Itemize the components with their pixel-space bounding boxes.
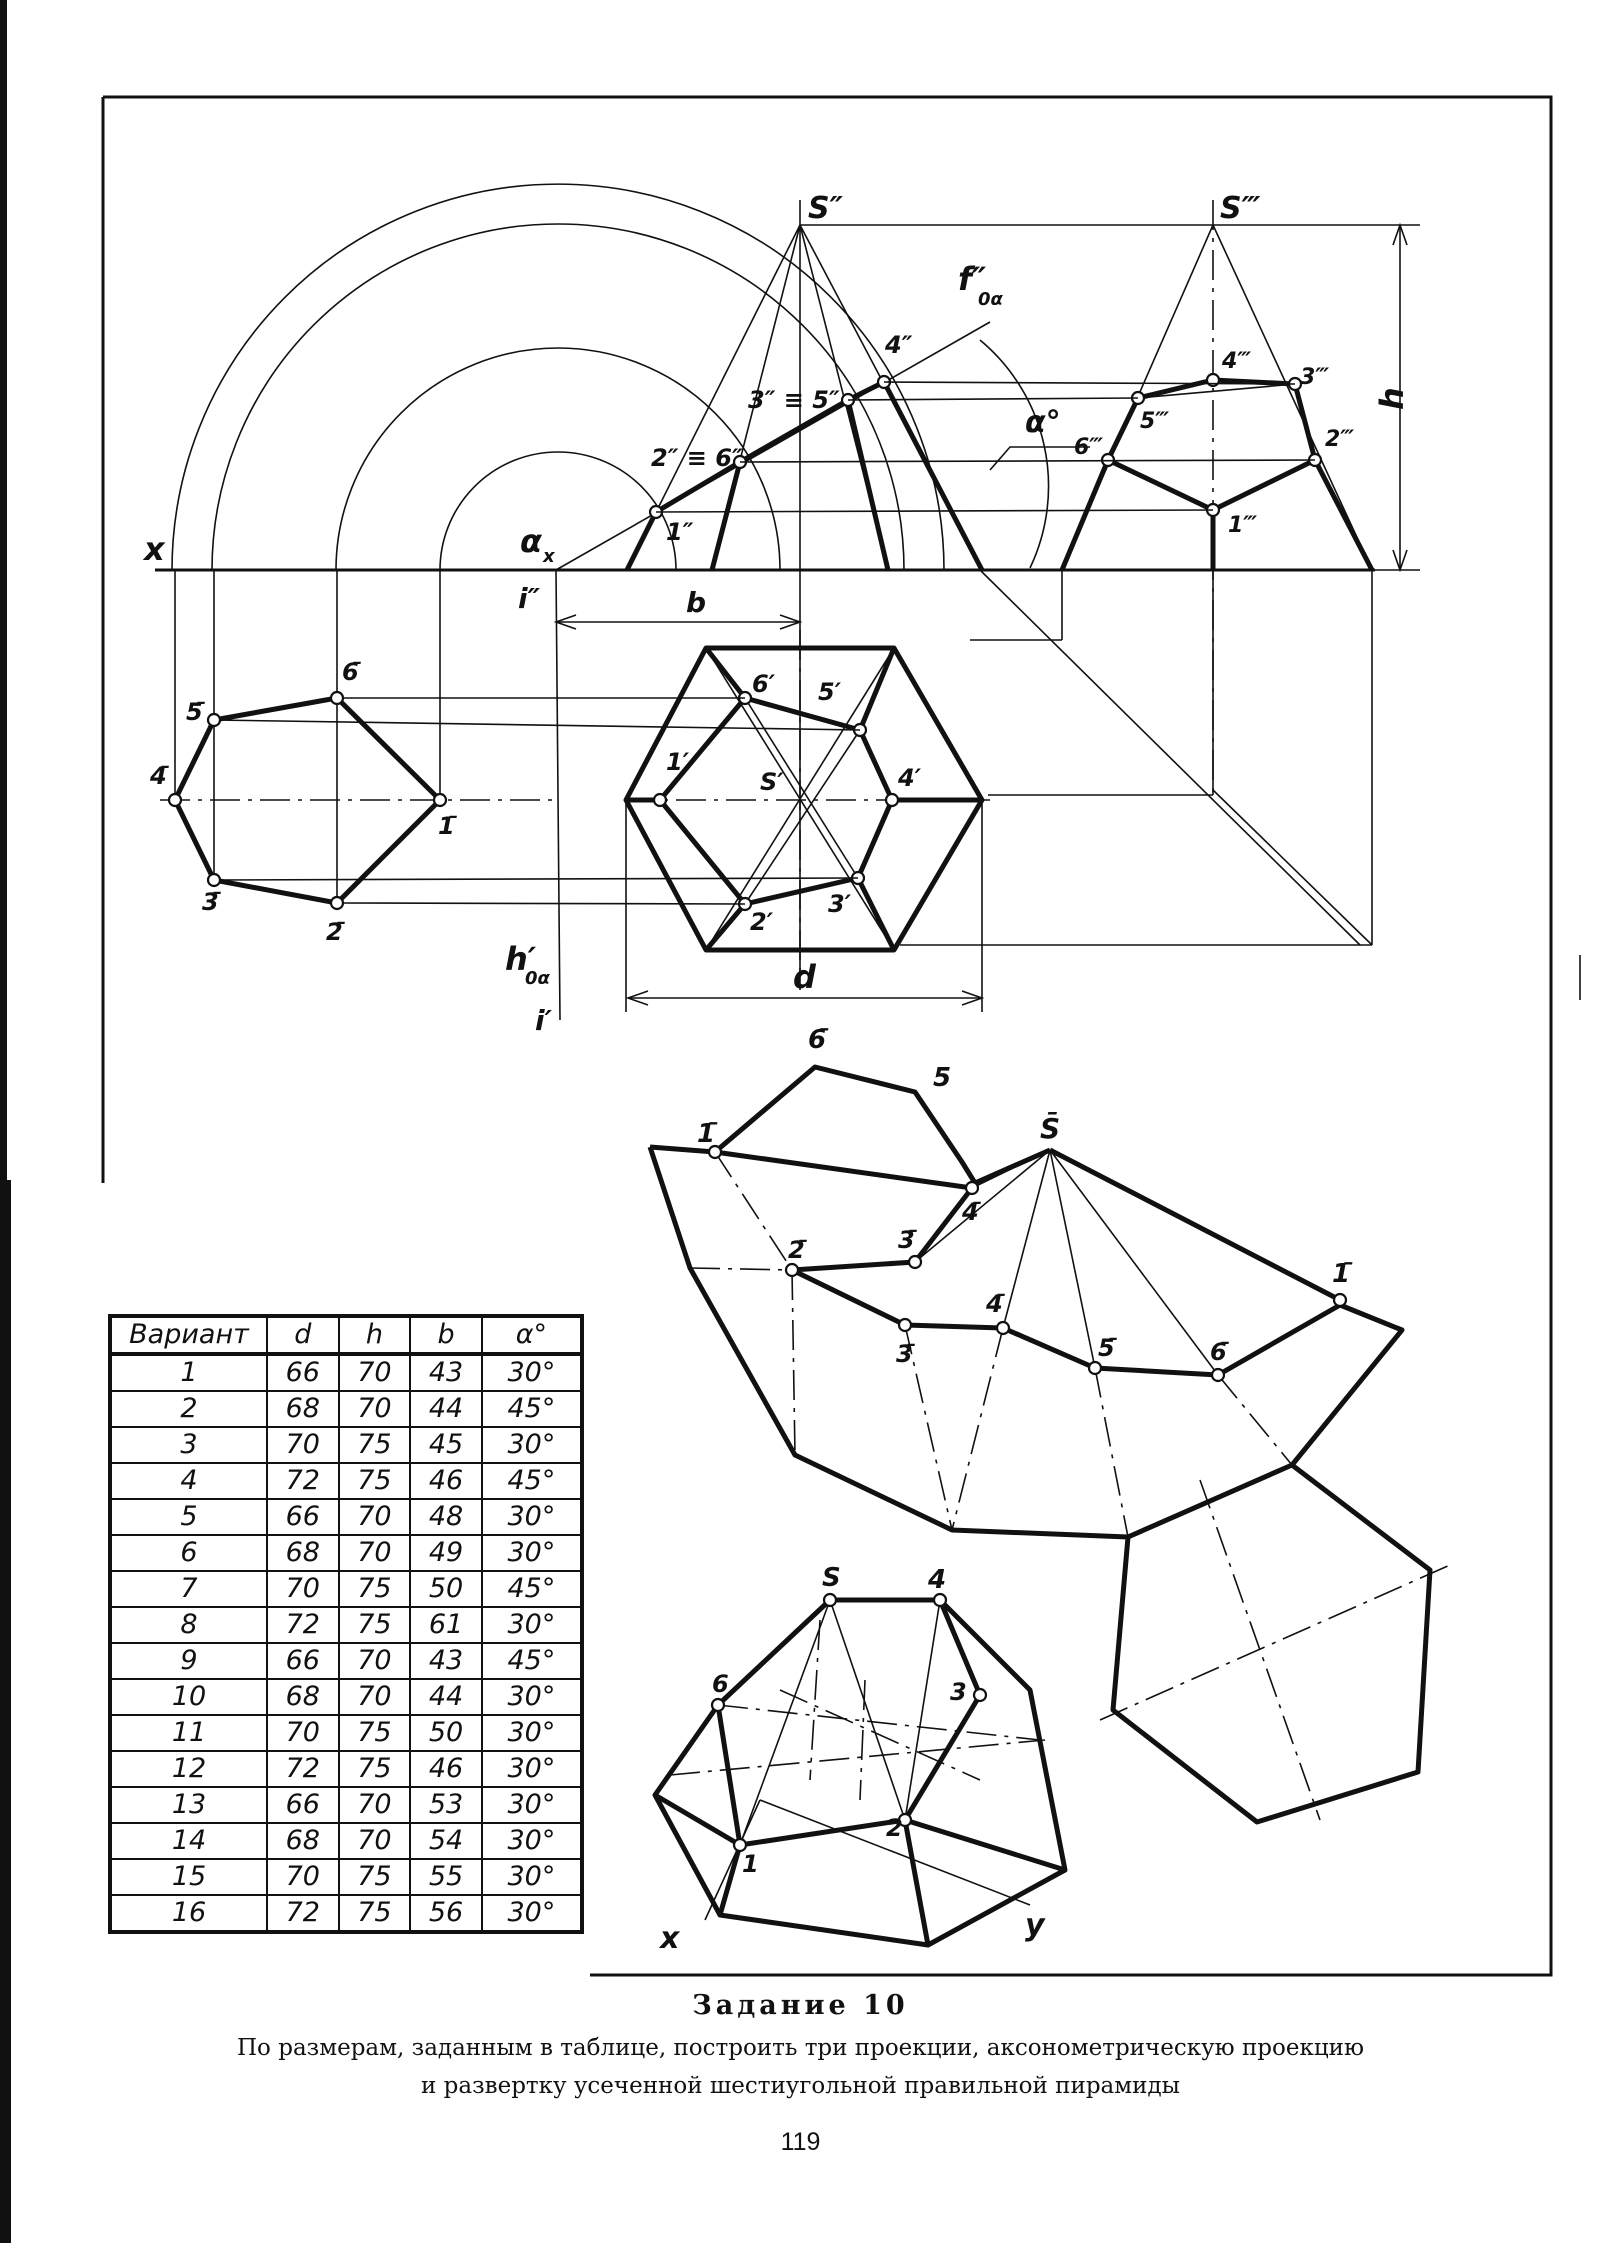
label-p1-1: 1′: [666, 748, 690, 776]
label-x: x: [144, 530, 165, 568]
label-axo-1: 1: [742, 1850, 759, 1878]
label-f0a-sub: 0α: [978, 289, 1003, 310]
label-axo-4: 4: [928, 1565, 947, 1595]
label-h0a: h′: [505, 940, 537, 978]
label-dev-s: S̄: [1040, 1112, 1061, 1145]
table-row: [110, 1643, 582, 1679]
table-row: [110, 1571, 582, 1607]
label-dev-5b: 5̄: [1098, 1334, 1115, 1362]
caption: [0, 1990, 1601, 2105]
table-row: [110, 1751, 582, 1787]
table-row: [110, 1607, 582, 1643]
label-n4: 4̄: [150, 762, 167, 790]
table-cell: 30°: [482, 1859, 582, 1895]
label-p35-2: 3″ ≡ 5″: [748, 386, 840, 414]
table-cell: 70: [339, 1499, 411, 1535]
projection-lines: [656, 225, 1372, 945]
label-axo-x: x: [660, 1921, 680, 1956]
header-alpha: α°: [482, 1316, 582, 1354]
table-cell: 70: [339, 1823, 411, 1859]
label-p2-1: 2′: [750, 908, 774, 936]
label-axo-3: 3: [950, 1678, 967, 1706]
table-row: [110, 1391, 582, 1427]
table-cell: 30°: [482, 1535, 582, 1571]
table-cell: 75: [339, 1571, 411, 1607]
table-cell: 50: [410, 1715, 482, 1751]
table-cell: 14: [110, 1823, 267, 1859]
table-cell: 66: [267, 1643, 339, 1679]
label-s1: S′: [760, 768, 784, 796]
table-cell: 55: [410, 1859, 482, 1895]
table-cell: 72: [267, 1751, 339, 1787]
development: [650, 1067, 1450, 1822]
table-cell: 15: [110, 1859, 267, 1895]
table-cell: 75: [339, 1859, 411, 1895]
table-cell: 70: [339, 1643, 411, 1679]
table-cell: 66: [267, 1354, 339, 1391]
table-cell: 68: [267, 1535, 339, 1571]
table-cell: 75: [339, 1751, 411, 1787]
label-i1: i′: [535, 1004, 552, 1037]
table-cell: 75: [339, 1715, 411, 1751]
label-s3: S‴: [1220, 191, 1261, 226]
label-d: d: [793, 958, 816, 996]
table-row: [110, 1787, 582, 1823]
table-cell: 70: [339, 1535, 411, 1571]
table-cell: 70: [339, 1679, 411, 1715]
header-variant: Вариант: [110, 1316, 267, 1354]
table-cell: 56: [410, 1895, 482, 1932]
table-cell: 68: [267, 1391, 339, 1427]
table-cell: 45°: [482, 1643, 582, 1679]
table-cell: 30°: [482, 1679, 582, 1715]
table-cell: 30°: [482, 1787, 582, 1823]
table-cell: 45°: [482, 1391, 582, 1427]
table-cell: 68: [267, 1679, 339, 1715]
label-dev-4b: 4̄: [986, 1290, 1003, 1318]
table-cell: 75: [339, 1463, 411, 1499]
table-cell: 68: [267, 1823, 339, 1859]
table-cell: 30°: [482, 1895, 582, 1932]
table-cell: 72: [267, 1607, 339, 1643]
table-cell: 70: [267, 1715, 339, 1751]
task-text: [181, 2029, 1421, 2105]
table-cell: 1: [110, 1354, 267, 1391]
label-p5-1: 5′: [818, 678, 842, 706]
label-dev-5: 5: [933, 1063, 952, 1093]
top-view: [626, 630, 990, 975]
label-axo-2: 2: [886, 1814, 903, 1842]
label-dev-1a: 1̄: [697, 1119, 716, 1149]
label-h: h: [1373, 387, 1411, 410]
label-dev-1b: 1̄: [1332, 1259, 1351, 1289]
label-n1: 1̄: [438, 812, 455, 840]
page-number: 119: [780, 2128, 821, 2156]
label-p26-2: 2″ ≡ 6″: [651, 444, 743, 472]
table-cell: 49: [410, 1535, 482, 1571]
table-cell: 50: [410, 1571, 482, 1607]
table-row: [110, 1354, 582, 1391]
table-cell: 10: [110, 1679, 267, 1715]
label-dev-3b: 3̄: [896, 1340, 913, 1368]
table-row: [110, 1463, 582, 1499]
table-cell: 45°: [482, 1571, 582, 1607]
label-axo-6: 6: [712, 1670, 729, 1698]
table-cell: 30°: [482, 1607, 582, 1643]
label-n6: 6̄: [342, 658, 359, 686]
table-cell: 12: [110, 1751, 267, 1787]
table-row: [110, 1715, 582, 1751]
table-cell: 7: [110, 1571, 267, 1607]
table-cell: 30°: [482, 1427, 582, 1463]
table-cell: 11: [110, 1715, 267, 1751]
header-b: b: [410, 1316, 482, 1354]
table-cell: 66: [267, 1787, 339, 1823]
table-cell: 45: [410, 1427, 482, 1463]
task-text-line1: По размерам, заданным в таблице, построить три проекции, аксонометрическую проекцию: [237, 2035, 1364, 2061]
table-cell: 30°: [482, 1751, 582, 1787]
table-cell: 72: [267, 1895, 339, 1932]
table-cell: 70: [339, 1354, 411, 1391]
label-p5-3: 5‴: [1140, 409, 1170, 434]
table-cell: 2: [110, 1391, 267, 1427]
table-cell: 66: [267, 1499, 339, 1535]
table-cell: 46: [410, 1751, 482, 1787]
alpha-arc: [980, 340, 1049, 568]
label-n5: 5̄: [186, 698, 203, 726]
table-cell: 70: [267, 1571, 339, 1607]
task-text-line2: и развертку усеченной шестиугольной правильной пирамиды: [421, 2073, 1180, 2099]
label-h0a-sub: 0α: [525, 968, 550, 989]
table-cell: 30°: [482, 1823, 582, 1859]
variants-table: [108, 1314, 584, 1934]
table-cell: 43: [410, 1354, 482, 1391]
table-cell: 53: [410, 1787, 482, 1823]
label-s2: S″: [808, 191, 844, 226]
header-d: d: [267, 1316, 339, 1354]
table-cell: 43: [410, 1643, 482, 1679]
table-cell: 9: [110, 1643, 267, 1679]
label-p1-2: 1″: [666, 518, 694, 546]
label-b: b: [686, 586, 707, 619]
label-p6-1: 6′: [752, 670, 776, 698]
table-cell: 16: [110, 1895, 267, 1932]
label-dev-6b: 6̄: [1210, 1338, 1227, 1366]
table-row: [110, 1859, 582, 1895]
table-cell: 44: [410, 1391, 482, 1427]
table-cell: 70: [339, 1787, 411, 1823]
label-p1-3: 1‴: [1228, 513, 1258, 538]
side-view: [1062, 200, 1372, 800]
table-row: [110, 1499, 582, 1535]
label-n3: 3̄: [202, 888, 219, 916]
table-cell: 72: [267, 1463, 339, 1499]
label-p2-3: 2‴: [1325, 427, 1355, 452]
label-n2: 2̄: [326, 918, 343, 946]
table-row: [110, 1679, 582, 1715]
table-cell: 70: [339, 1391, 411, 1427]
table-cell: 61: [410, 1607, 482, 1643]
label-alpha: α°: [1025, 405, 1061, 440]
table-cell: 70: [267, 1859, 339, 1895]
table-row: [110, 1535, 582, 1571]
table-cell: 5: [110, 1499, 267, 1535]
label-axo-s: S: [822, 1563, 841, 1593]
label-ax-sub: x: [543, 546, 555, 567]
table-cell: 75: [339, 1427, 411, 1463]
table-cell: 44: [410, 1679, 482, 1715]
table-row: [110, 1427, 582, 1463]
label-dev-3a: 3̄: [898, 1226, 915, 1254]
table-cell: 46: [410, 1463, 482, 1499]
label-dev-6: 6̄: [808, 1025, 827, 1055]
table-cell: 30°: [482, 1715, 582, 1751]
true-section: [160, 570, 860, 909]
table-cell: 48: [410, 1499, 482, 1535]
label-f0a: f″: [958, 260, 987, 298]
table-cell: 75: [339, 1895, 411, 1932]
label-i2: i″: [518, 582, 541, 615]
table-cell: 30°: [482, 1354, 582, 1391]
table-cell: 13: [110, 1787, 267, 1823]
axonometric-view: [655, 1594, 1065, 1945]
table-cell: 30°: [482, 1499, 582, 1535]
table-row: [110, 1895, 582, 1932]
label-axo-y: y: [1025, 1908, 1045, 1943]
label-p4-3: 4‴: [1222, 349, 1252, 374]
label-p3-1: 3′: [828, 890, 852, 918]
table-cell: 6: [110, 1535, 267, 1571]
table-cell: 54: [410, 1823, 482, 1859]
table-row: [110, 1823, 582, 1859]
label-dev-2: 2̄: [788, 1236, 805, 1264]
label-p6-3: 6‴: [1074, 435, 1104, 460]
table-cell: 45°: [482, 1463, 582, 1499]
label-p3-3: 3‴: [1300, 365, 1330, 390]
table-cell: 3: [110, 1427, 267, 1463]
table-cell: 70: [267, 1427, 339, 1463]
header-h: h: [339, 1316, 411, 1354]
table-cell: 4: [110, 1463, 267, 1499]
label-p4-2: 4″: [885, 331, 913, 359]
table-cell: 8: [110, 1607, 267, 1643]
label-p4-1: 4′: [898, 764, 922, 792]
table-header-row: [110, 1316, 582, 1354]
table-cell: 75: [339, 1607, 411, 1643]
task-title: Задание 10: [692, 1990, 909, 2021]
label-ax: α: [520, 522, 542, 560]
label-dev-4a: 4̄: [962, 1198, 979, 1226]
